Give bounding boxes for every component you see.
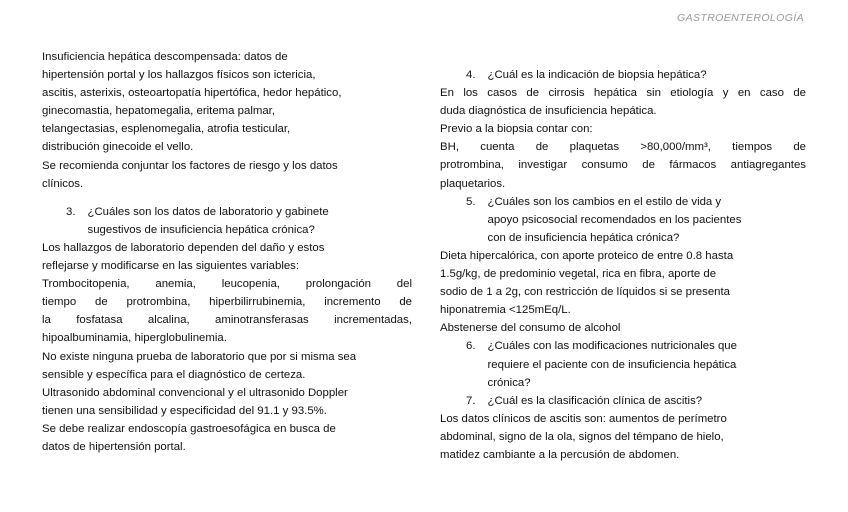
text-line: sodio de 1 a 2g, con restricción de líquidos si se presenta xyxy=(440,286,730,299)
section-header: GASTROENTEROLOGÍA xyxy=(677,12,804,24)
question-4 xyxy=(440,66,806,84)
prebiopsy-line: Previo a la biopsia contar con: xyxy=(440,123,593,136)
question-text xyxy=(488,337,807,391)
text-line: requiere el paciente con de insuficiencia hepática xyxy=(487,358,737,371)
right-column xyxy=(440,48,806,464)
spacer xyxy=(42,193,412,203)
text-line: No existe ninguna prueba de laboratorio que por si misma sea xyxy=(42,350,357,363)
text-line: hipoalbuminamia, hiperglobulinemia. xyxy=(42,332,227,345)
question-text: ¿Cuál es la indicación de biopsia hepática? xyxy=(487,69,707,81)
text-line: tiempo de protrombina, hiperbilirrubinemia, incremento de xyxy=(42,296,412,309)
text-line: Los datos clínicos de ascitis son: aumentos de perímetro xyxy=(440,412,727,425)
text-line: tienen una sensibilidad y especificidad del 91.1 y 93.5%. xyxy=(42,404,327,417)
text-line: ginecomastia, hepatomegalia, eritema palmar, xyxy=(42,105,276,118)
text-line: En los casos de cirrosis hepática sin etiología y en caso de xyxy=(440,87,806,100)
intro-paragraph xyxy=(42,48,412,157)
question-number: 7. xyxy=(466,394,476,407)
question-5 xyxy=(440,193,806,247)
text-line: Los hallazgos de laboratorio dependen del daño y estos xyxy=(42,241,325,254)
q4-answer-paragraph xyxy=(440,84,806,120)
text-line: Ultrasonido abdominal convencional y el ultrasonido Doppler xyxy=(42,386,348,399)
text-line: Se debe realizar endoscopía gastroesofágica en busca de xyxy=(42,422,336,435)
question-number: 4. xyxy=(466,69,476,81)
text-line: telangectasias, esplenomegalia, atrofia testicular, xyxy=(42,123,291,136)
text-line: duda diagnóstica de insuficiencia hepática. xyxy=(440,105,657,118)
text-line: Trombocitopenia, anemia, leucopenia, prolongación del xyxy=(42,278,412,291)
text-line: matidez cambiante a la percusión de abdomen. xyxy=(440,448,680,461)
text-line: sensible y específica para el diagnóstico de certeza. xyxy=(42,368,306,381)
question-number: 6. xyxy=(466,340,476,353)
question-6 xyxy=(440,337,806,391)
no-test-paragraph xyxy=(42,348,412,384)
text-line: ascitis, asterixis, osteoartopatía hipertófica, hedor hepático, xyxy=(42,87,342,100)
text-line: protrombina, investigar consumo de fármacos antiagregantes xyxy=(440,159,806,172)
text-line: clínicos. xyxy=(42,177,84,190)
text-line: ¿Cuáles son los cambios en el estilo de vida y xyxy=(487,195,722,208)
text-line: 1.5g/kg, de predominio vegetal, rica en fibra, aporte de xyxy=(440,268,717,281)
requirements-paragraph xyxy=(440,138,806,192)
question-number: 5. xyxy=(466,195,476,208)
text-line: reflejarse y modificarse en las siguientes variables: xyxy=(42,260,300,273)
text-line: abdominal, signo de la ola, signos del témpano de hielo, xyxy=(440,430,724,443)
spacer xyxy=(440,48,806,66)
q7-answer-paragraph xyxy=(440,410,806,464)
ultrasound-paragraph xyxy=(42,384,412,420)
diet-paragraph xyxy=(440,247,806,319)
text-line: Se recomienda conjuntar los factores de riesgo y los datos xyxy=(42,159,338,172)
text-line: plaquetarios. xyxy=(440,177,506,190)
question-number: 3. xyxy=(66,205,76,218)
text-line: crónica? xyxy=(487,376,531,389)
text-line: hipertensión portal y los hallazgos físicos son ictericia, xyxy=(42,69,316,82)
text-line: hiponatremia <125mEq/L. xyxy=(440,304,571,317)
text-line: ¿Cuáles con las modificaciones nutricionales que xyxy=(487,340,737,353)
risk-paragraph xyxy=(42,157,412,193)
text-line: Dieta hipercalórica, con aporte proteico de entre 0.8 hasta xyxy=(440,249,734,262)
question-text: ¿Cuál es la clasificación clínica de ascitis? xyxy=(487,394,703,407)
text-line: distribución ginecoide el vello. xyxy=(42,141,194,154)
text-line: sugestivos de insuficiencia hepática crónica? xyxy=(87,223,315,236)
variables-paragraph xyxy=(42,275,412,347)
alcohol-line: Abstenerse del consumo de alcohol xyxy=(440,322,621,335)
endoscopy-paragraph xyxy=(42,420,412,456)
text-line: apoyo psicosocial recomendados en los pacientes xyxy=(487,213,742,226)
text-line: Insuficiencia hepática descompensada: datos de xyxy=(42,51,288,63)
question-7 xyxy=(440,392,806,410)
text-line: con de insuficiencia hepática crónica? xyxy=(487,231,680,244)
text-line: datos de hipertensión portal. xyxy=(42,440,186,453)
question-text xyxy=(488,193,807,247)
question-3 xyxy=(42,203,412,239)
q3-answer-paragraph xyxy=(42,239,412,275)
text-line: BH, cuenta de plaquetas >80,000/mm³, tiempos de xyxy=(440,141,806,154)
left-column xyxy=(42,48,412,456)
text-line: la fosfatasa alcalina, aminotransferasas incrementadas, xyxy=(42,314,412,327)
question-text xyxy=(88,203,413,239)
text-line: ¿Cuáles son los datos de laboratorio y gabinete xyxy=(87,205,329,218)
